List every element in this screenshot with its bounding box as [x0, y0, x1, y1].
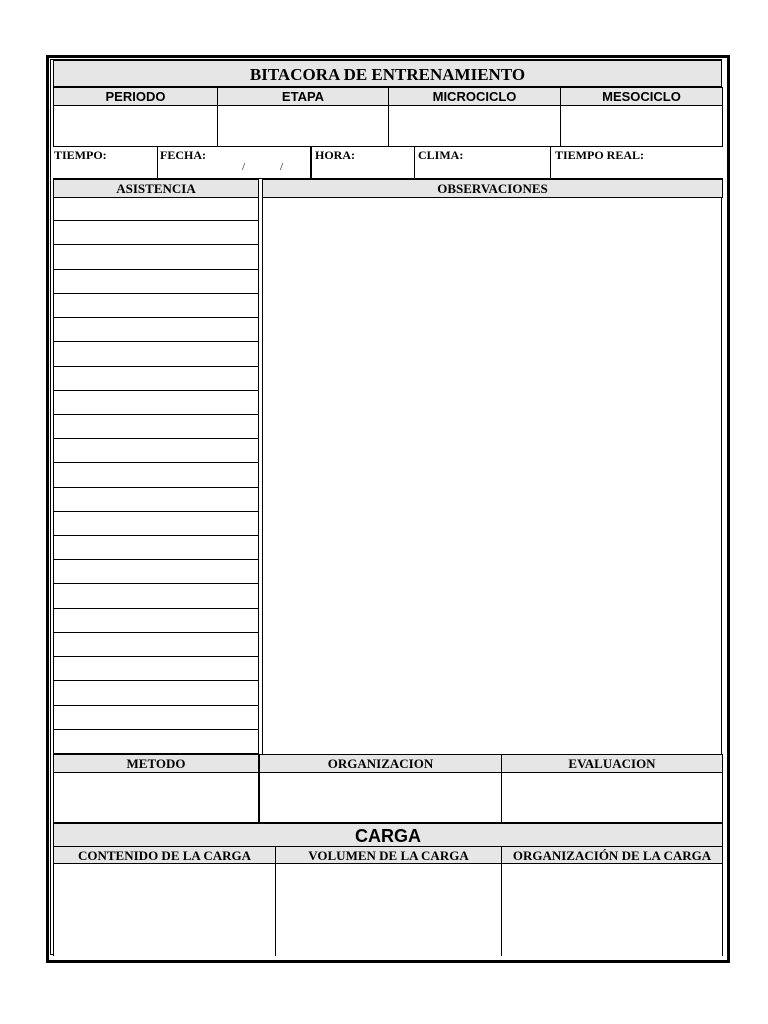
- asistencia-row[interactable]: [54, 657, 258, 681]
- asistencia-row[interactable]: [54, 294, 258, 318]
- asistencia-row[interactable]: [54, 463, 258, 487]
- tiempo-real-label: TIEMPO REAL:: [555, 148, 645, 162]
- asistencia-row[interactable]: [54, 245, 258, 269]
- microciclo-field[interactable]: [388, 105, 561, 147]
- asistencia-row[interactable]: [54, 730, 258, 754]
- volumen-carga-field[interactable]: [275, 863, 502, 956]
- asistencia-row[interactable]: [54, 270, 258, 294]
- fecha-separator-2: /: [280, 161, 284, 173]
- asistencia-row[interactable]: [54, 342, 258, 366]
- clima-label: CLIMA:: [418, 148, 464, 162]
- metodo-header: METODO: [53, 754, 259, 773]
- organizacion-header: ORGANIZACION: [259, 754, 502, 773]
- asistencia-row[interactable]: [54, 609, 258, 633]
- asistencia-row[interactable]: [54, 584, 258, 608]
- asistencia-row[interactable]: [54, 391, 258, 415]
- tiempo-label: TIEMPO:: [54, 148, 107, 162]
- periodo-field[interactable]: [53, 105, 218, 147]
- organizacion-carga-header: ORGANIZACIÓN DE LA CARGA: [501, 846, 723, 864]
- evaluacion-field[interactable]: [501, 772, 723, 823]
- asistencia-row[interactable]: [54, 633, 258, 657]
- asistencia-row[interactable]: [54, 197, 258, 221]
- asistencia-row[interactable]: [54, 318, 258, 342]
- evaluacion-header: EVALUACION: [501, 754, 723, 773]
- fecha-separator-1: /: [242, 161, 246, 173]
- mesociclo-field[interactable]: [560, 105, 723, 147]
- asistencia-row[interactable]: [54, 560, 258, 584]
- asistencia-row[interactable]: [54, 536, 258, 560]
- asistencia-list: [53, 197, 259, 754]
- asistencia-row[interactable]: [54, 415, 258, 439]
- fecha-label: FECHA:: [160, 148, 206, 162]
- hora-label: HORA:: [315, 148, 355, 162]
- asistencia-row[interactable]: [54, 681, 258, 705]
- asistencia-header: ASISTENCIA: [53, 179, 259, 198]
- asistencia-row[interactable]: [54, 367, 258, 391]
- organizacion-carga-field[interactable]: [501, 863, 723, 956]
- microciclo-header: MICROCICLO: [388, 87, 561, 106]
- carga-title: CARGA: [53, 823, 723, 847]
- asistencia-row[interactable]: [54, 512, 258, 536]
- volumen-carga-header: VOLUMEN DE LA CARGA: [275, 846, 502, 864]
- contenido-carga-header: CONTENIDO DE LA CARGA: [53, 846, 276, 864]
- observaciones-header: OBSERVACIONES: [262, 179, 723, 198]
- etapa-field[interactable]: [217, 105, 389, 147]
- asistencia-row[interactable]: [54, 706, 258, 730]
- etapa-header: ETAPA: [217, 87, 389, 106]
- observaciones-area[interactable]: [262, 197, 723, 754]
- organizacion-field[interactable]: [259, 772, 502, 823]
- form-title: BITACORA DE ENTRENAMIENTO: [53, 60, 722, 87]
- contenido-carga-field[interactable]: [53, 863, 276, 956]
- mesociclo-header: MESOCICLO: [560, 87, 723, 106]
- metodo-field[interactable]: [53, 772, 259, 823]
- periodo-header: PERIODO: [53, 87, 218, 106]
- asistencia-row[interactable]: [54, 439, 258, 463]
- asistencia-row[interactable]: [54, 221, 258, 245]
- asistencia-row[interactable]: [54, 488, 258, 512]
